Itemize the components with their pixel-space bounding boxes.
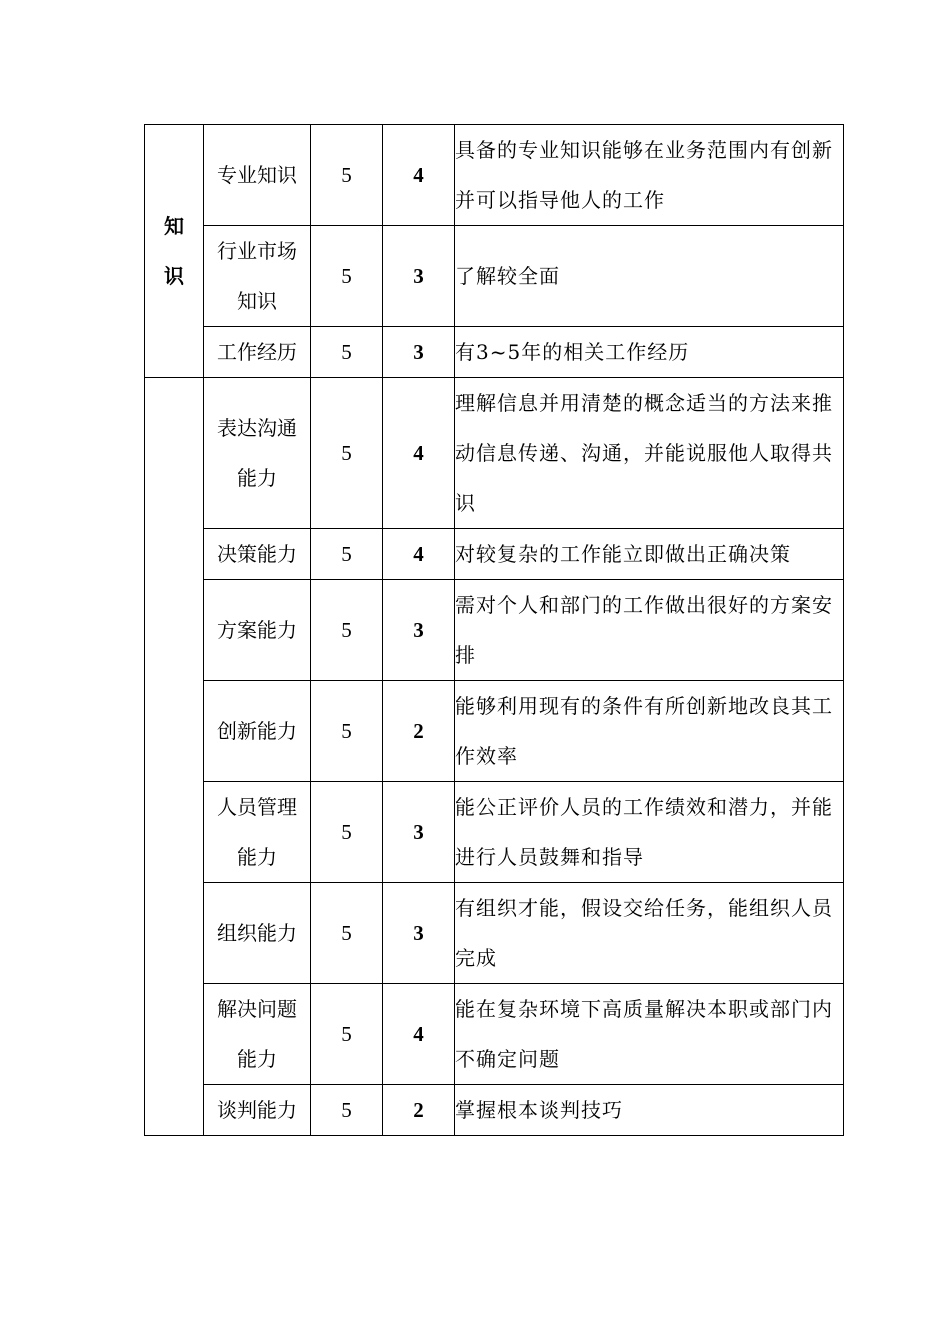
competency-table [144, 124, 844, 1136]
category-label: 知识 [164, 214, 184, 288]
description-text: 能够利用现有的条件有所创新地改良其工作效率 [455, 694, 833, 768]
score-cell: 2 [383, 1085, 455, 1136]
item-cell [204, 883, 311, 984]
item-label: 解决问题能力 [217, 997, 297, 1071]
score-cell: 4 [383, 984, 455, 1085]
table-row [145, 529, 844, 580]
item-label: 行业市场知识 [217, 239, 297, 313]
score-cell: 3 [383, 782, 455, 883]
description-text: 对较复杂的工作能立即做出正确决策 [455, 542, 791, 566]
description-text: 有3~5年的相关工作经历 [455, 340, 690, 364]
description-text: 理解信息并用清楚的概念适当的方法来推动信息传递、沟通，并能说服他人取得共识 [455, 391, 833, 515]
table-row [145, 226, 844, 327]
full-score-cell: 5 [311, 984, 383, 1085]
description-cell [455, 327, 844, 378]
description-cell [455, 125, 844, 226]
description-text: 能公正评价人员的工作绩效和潜力，并能进行人员鼓舞和指导 [455, 795, 833, 869]
description-cell [455, 681, 844, 782]
item-label: 决策能力 [217, 542, 297, 566]
score-cell: 4 [383, 378, 455, 529]
item-cell [204, 378, 311, 529]
item-label: 方案能力 [217, 618, 297, 642]
score-cell: 3 [383, 883, 455, 984]
full-score-cell: 5 [311, 782, 383, 883]
full-score-cell: 5 [311, 681, 383, 782]
full-score-cell: 5 [311, 1085, 383, 1136]
description-text: 了解较全面 [455, 264, 560, 288]
full-score-cell: 5 [311, 883, 383, 984]
score-cell: 3 [383, 327, 455, 378]
full-score-cell: 5 [311, 378, 383, 529]
item-cell [204, 580, 311, 681]
table-row [145, 125, 844, 226]
item-cell [204, 125, 311, 226]
table-row [145, 327, 844, 378]
table-row [145, 984, 844, 1085]
item-cell [204, 529, 311, 580]
full-score-cell: 5 [311, 580, 383, 681]
item-cell [204, 226, 311, 327]
table-row [145, 782, 844, 883]
full-score-cell: 5 [311, 327, 383, 378]
description-text: 有组织才能，假设交给任务，能组织人员完成 [455, 896, 833, 970]
description-text: 需对个人和部门的工作做出很好的方案安排 [455, 593, 833, 667]
item-label: 组织能力 [217, 921, 297, 945]
item-label: 表达沟通能力 [217, 416, 297, 490]
description-cell [455, 1085, 844, 1136]
score-cell: 3 [383, 226, 455, 327]
item-cell [204, 1085, 311, 1136]
item-cell [204, 327, 311, 378]
description-cell [455, 378, 844, 529]
description-cell [455, 226, 844, 327]
table-row [145, 580, 844, 681]
description-text: 能在复杂环境下高质量解决本职或部门内不确定问题 [455, 997, 833, 1071]
table-row [145, 883, 844, 984]
description-cell [455, 782, 844, 883]
item-label: 工作经历 [217, 340, 297, 364]
item-cell [204, 782, 311, 883]
category-cell-ability [145, 378, 204, 1136]
description-text: 掌握根本谈判技巧 [455, 1098, 623, 1122]
score-cell: 3 [383, 580, 455, 681]
description-cell [455, 984, 844, 1085]
item-cell [204, 984, 311, 1085]
full-score-cell: 5 [311, 529, 383, 580]
item-label: 谈判能力 [217, 1098, 297, 1122]
full-score-cell: 5 [311, 226, 383, 327]
table-row [145, 378, 844, 529]
score-cell: 2 [383, 681, 455, 782]
item-label: 人员管理能力 [217, 795, 297, 869]
table-row [145, 1085, 844, 1136]
score-cell: 4 [383, 529, 455, 580]
description-text: 具备的专业知识能够在业务范围内有创新并可以指导他人的工作 [455, 138, 833, 212]
description-cell [455, 529, 844, 580]
item-cell [204, 681, 311, 782]
description-cell [455, 580, 844, 681]
description-cell [455, 883, 844, 984]
category-cell-knowledge [145, 125, 204, 378]
score-cell: 4 [383, 125, 455, 226]
table-row [145, 681, 844, 782]
full-score-cell: 5 [311, 125, 383, 226]
item-label: 创新能力 [217, 719, 297, 743]
item-label: 专业知识 [217, 163, 297, 187]
